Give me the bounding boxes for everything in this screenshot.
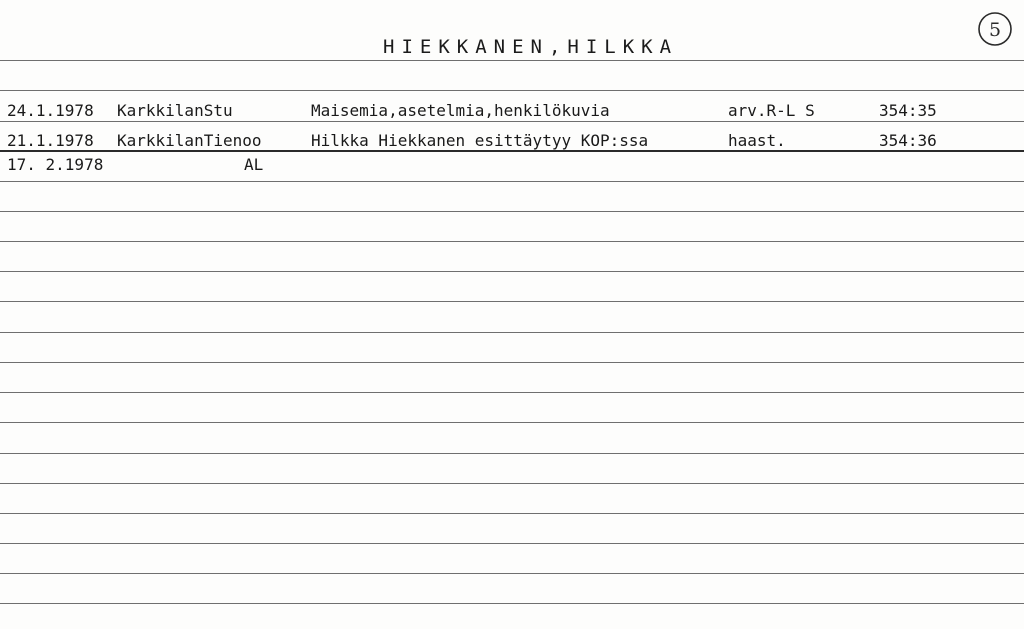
ruled-line bbox=[0, 181, 1024, 182]
entry-reference: 354:35 bbox=[879, 101, 937, 120]
ruled-line bbox=[0, 271, 1024, 272]
entry-note: haast. bbox=[728, 131, 786, 150]
entry-source: KarkkilanStu bbox=[117, 101, 233, 120]
ruled-line bbox=[0, 241, 1024, 242]
entry-reference: 354:36 bbox=[879, 131, 937, 150]
card-number-text: 5 bbox=[988, 19, 1002, 41]
ruled-line bbox=[0, 211, 1024, 212]
ruled-line bbox=[0, 392, 1024, 393]
ruled-line bbox=[0, 453, 1024, 454]
entry-source: AL bbox=[244, 155, 264, 174]
ruled-line bbox=[0, 301, 1024, 302]
ruled-line bbox=[0, 121, 1024, 122]
ruled-line bbox=[0, 603, 1024, 604]
circled-number-mark bbox=[976, 10, 1014, 48]
entry-note: arv.R-L S bbox=[728, 101, 815, 120]
entry-date: 17. 2.1978 bbox=[7, 155, 104, 174]
ruled-line bbox=[0, 150, 1024, 152]
entry-source: KarkkilanTienoo bbox=[117, 131, 262, 150]
ruled-line bbox=[0, 332, 1024, 333]
ruled-line bbox=[0, 422, 1024, 423]
entry-description: Maisemia,asetelmia,henkilökuvia bbox=[311, 101, 610, 120]
ruled-line bbox=[0, 90, 1024, 91]
ruled-line bbox=[0, 60, 1024, 61]
ruled-line bbox=[0, 513, 1024, 514]
ruled-line bbox=[0, 362, 1024, 363]
card-title: HIEKKANEN,HILKKA bbox=[383, 36, 679, 58]
entry-date: 21.1.1978 bbox=[7, 131, 94, 150]
ruled-line bbox=[0, 573, 1024, 574]
ruled-line bbox=[0, 483, 1024, 484]
entry-date: 24.1.1978 bbox=[7, 101, 94, 120]
entry-description: Hilkka Hiekkanen esittäytyy KOP:ssa bbox=[311, 131, 649, 150]
ruled-line bbox=[0, 543, 1024, 544]
